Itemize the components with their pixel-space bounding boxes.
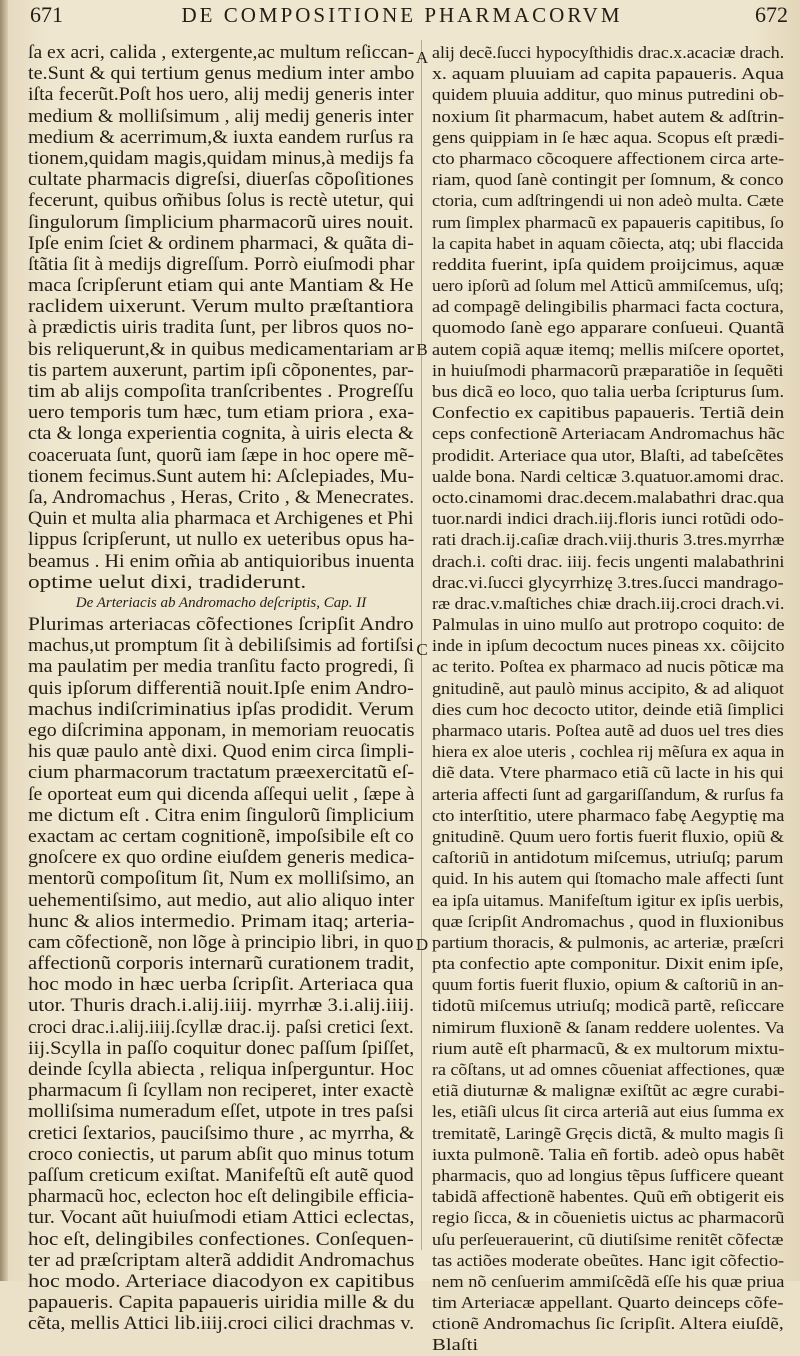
- text-line: maca ſcripſerunt etiam qui ante Mantiam & He: [28, 275, 414, 297]
- text-line: caſtoriũ in antidotum miſcemus, utriuſq; parum: [432, 848, 784, 868]
- margin-letter-c: C: [416, 640, 428, 659]
- text-line: deinde ſcylla abiecta , reliqua inſperguntur. Hoc: [28, 1059, 414, 1080]
- text-line: ac terito. Poſtea ex pharmaco ad nucis põticæ ma: [432, 657, 784, 677]
- text-line: gnoſcere ex quo ordine eiuſdem generis medica-: [28, 847, 415, 869]
- text-line: ſingulorum ſimplicium pharmacorũ uires nouit.: [28, 211, 414, 233]
- text-line: Blaſti: [432, 1335, 479, 1355]
- text-line: cretici ſextarios, pauciſsimo thure , ac myrrha, &: [28, 1122, 415, 1144]
- text-line: rum ſimplex pharmacũ ex papaueris capitibus, ſo: [432, 212, 784, 232]
- text-line: hunc & alios intermedio. Primam itaq; arteria-: [28, 910, 415, 932]
- text-line: les, etiãſi ulcus ſit circa arteriã aut eius ſumma ex: [432, 1102, 785, 1122]
- text-line: ſtãtia ſit à medijs digreſſum. Porrò eiuſmodi phar: [28, 253, 415, 275]
- text-line: beamus . Hi enim om̃ia ab antiquioribus inuenta: [28, 550, 415, 572]
- text-line: la capita habet in aquam cõiecta, atq; ubi flaccida: [432, 233, 784, 253]
- text-line: inde in ipſum decoctum nuces pineas xx. cõijcito: [432, 636, 785, 656]
- text-line: ad compagẽ delingibilis pharmaci facta coctura,: [432, 297, 784, 317]
- text-line: riam, quod ſanè contingit per ſomnum, & conco: [432, 170, 784, 190]
- text-line: exactam ac certam cognitionẽ, impoſsibile eſt co: [28, 825, 414, 847]
- text-line: tur. Vocant aũt huiuſmodi etiam Attici eclectas,: [28, 1207, 415, 1229]
- text-line: à prædictis uiris tradita ſunt, per libros quos no-: [28, 317, 414, 339]
- text-line: nem nõ cenſuerim ammiſcẽdã eſſe his quæ priua: [432, 1271, 785, 1291]
- text-line: autem copiã aquæ itemq; mellis miſcere oportet,: [432, 339, 785, 359]
- text-line: utor. Thuris drach.i.alij.iiij. myrrhæ 3.i.alij.iiij.: [28, 995, 415, 1017]
- text-line: x. aquam pluuiam ad capita papaueris. Aqua: [432, 64, 784, 84]
- right-text-column: [432, 42, 785, 1355]
- text-line: uero ipſorũ ad ſolum mel Atticũ ammiſcemus, uſq;: [432, 276, 784, 296]
- text-line: reddita fuerint, ipſa quidem proijcimus, aquæ: [432, 254, 785, 274]
- text-line: iſta fecerũt.Poſt hos uero, alij medij generis inter: [28, 84, 414, 106]
- text-line: pharmacũ hoc, eclecton hoc eſt delingibile efficia-: [28, 1186, 414, 1208]
- text-line: cam cõfectionẽ, non lõge à principio libri, in quo: [28, 931, 414, 953]
- text-line: cto pharmaco cõcoquere affectionem circa arte-: [432, 148, 785, 168]
- text-line: paſſum creticum exiſtat. Manifeſtũ eſt autẽ quod: [28, 1164, 414, 1186]
- text-line: tim ab alijs compoſita tranſcribentes . Progreſſu: [28, 381, 414, 402]
- text-line: Quin et multa alia pharmaca et Archigenes et Phi: [28, 508, 414, 530]
- text-line: in huiuſmodi pharmacorũ præparatiõe in ſequẽti: [432, 360, 784, 380]
- text-line: lippus ſcripſerunt, ut nullo ex ueteribus opus ha-: [28, 529, 415, 551]
- text-line: noxium ſit pharmacum, habet autem & adſtrin-: [432, 106, 785, 126]
- text-line: ctionẽ Andromachus ſic ſcripſit. Altera eiuſdẽ,: [432, 1314, 784, 1334]
- text-line: hoc modo in hæc uerba ſcripſit. Arteriaca qua: [28, 974, 414, 996]
- text-line: quomodo ſanè ego apparare conſueui. Quantã: [432, 318, 785, 338]
- text-line: iij.Scylla in paſſo coquitur donec paſſum ſpiſſet,: [28, 1037, 415, 1059]
- margin-letter-d: D: [415, 935, 429, 954]
- text-line: tis partem auxerunt, partim ipſi cõponentes, par-: [28, 359, 414, 381]
- chapter-heading: De Arteriacis ab Andromacho deſcriptis, Cap. II: [75, 594, 367, 611]
- text-line: quidem pluuia additur, quo minus putredini ob-: [432, 85, 785, 105]
- page-number-left: 671: [30, 2, 63, 27]
- text-line: mentorũ compoſitum ſit, Num ex molliſsimo, an: [28, 868, 415, 890]
- text-line: quis ipſorum differentiã nouit.Ipſe enim Andro-: [28, 677, 414, 699]
- text-line: pharmaco utaris. Poſtea autẽ ad duos uel tres dies: [432, 721, 784, 740]
- text-line: ræ drac.v.maſtiches chiæ drach.iij.croci drach.vi.: [432, 593, 785, 613]
- text-line: rati drach.ij.caſiæ drach.viij.thuris 3.tres.myrrhæ: [432, 530, 785, 550]
- text-line: ſa ex acri, calida , extergente,ac multum reſiccan-: [28, 42, 415, 63]
- text-line: affectionũ corporis internarũ curationem tradit,: [28, 953, 415, 975]
- margin-letter-b: B: [416, 340, 428, 359]
- text-line: pharmacum ſi ſcyllam non reciperet, inter exactè: [28, 1080, 414, 1102]
- text-line: ego diſcrimina apponam, in memoriam reuocatis: [28, 720, 415, 741]
- text-line: rium autẽ eſt pharmacũ, & ex multorum mixtu-: [432, 1038, 785, 1058]
- text-line: machus indiſcriminatius ipſas prodidit. Verum: [28, 698, 415, 720]
- text-line: quid. In his autem qui ſtomacho male affecti ſunt: [432, 869, 784, 889]
- text-line: gens quippiam in ſe hæc aqua. Scopus eſt prædi-: [432, 127, 785, 147]
- text-line: prodidit. Arteriace qua utor, Blaſti, ad tabeſcẽtes: [432, 445, 784, 465]
- text-line: raclidem uixerunt. Verum multo præſtantiora: [28, 296, 414, 318]
- text-line: arteria affecti ſunt ad gargariſſandum, & rurſus fa: [432, 784, 784, 804]
- text-line: Confectio ex capitibus papaueris. Tertiã dein: [432, 403, 785, 423]
- text-line: croco coniectis, ut parum abſit quo minus totum: [28, 1143, 415, 1165]
- text-line: hoc eſt, delingibiles confectiones. Conſequen-: [28, 1228, 414, 1250]
- text-line: ter ad præſcriptam alterã addidit Andromachus: [28, 1249, 415, 1271]
- text-line: alij decẽ.ſucci hypocyſthidis drac.x.acaciæ drach.: [432, 43, 785, 62]
- text-line: te.Sunt & qui tertium genus medium inter ambo: [28, 63, 415, 85]
- text-line: me dictum eſt . Citra enim ſingulorũ ſimplicium: [28, 804, 415, 826]
- text-line: regio ſicca, & in cõuenietis uictus ac pharmacorũ: [432, 1208, 785, 1228]
- text-line: gnitudinẽ, aut paulò minus accipito, & ad aliquot: [432, 678, 784, 698]
- text-line: tremitatẽ, Laringẽ Gręcis dictã, & multo magis ſi: [432, 1123, 784, 1143]
- text-line: tionem,quidam magis,quidam minus,à medijs fa: [28, 147, 414, 169]
- text-line: cultate pharmacis digreſsi, diuerſas cõpoſitiones: [28, 169, 414, 191]
- text-line: ceps confectionẽ Arteriacam Andromachus hãc: [432, 424, 785, 444]
- text-line: drach.i. coſti drac. iiij. fecis ungenti malabathrini: [432, 551, 785, 571]
- text-line: tim Arteriacæ appellant. Quarto deinceps cõfe-: [432, 1293, 784, 1313]
- text-line: drac.vi.ſucci glycyrrhizę 3.tres.ſucci mandrago-: [432, 572, 784, 592]
- text-line: croci drac.i.alij.iiij.ſcyllæ drac.ij. paſsi cretici ſext.: [28, 1016, 414, 1038]
- text-line: etiã diuturnæ & malignæ exiſtũt ac ægre curabi-: [432, 1081, 785, 1101]
- page-number-right: 672: [755, 2, 788, 27]
- text-line: tabidã affectionẽ habentes. Quũ em̃ obtigerit eis: [432, 1187, 785, 1207]
- text-line: machus,ut promptum ſit à debiliſsimis ad fortiſsi: [28, 635, 414, 657]
- book-spine-shadow: [0, 0, 8, 1281]
- left-text-column: [28, 42, 415, 1335]
- text-line: octo.cinamomi drac.decem.malabathri drac.qua: [432, 487, 785, 507]
- text-line: Ipſe enim ſciet & ordinem pharmaci, & quãta di-: [28, 232, 414, 254]
- text-line: tidotũ miſcemus utriuſq; modicã partẽ, reſiccare: [432, 996, 785, 1016]
- text-line: medium & molliſsimum , alij medij generis inter: [28, 105, 414, 127]
- text-line: cium pharmacorum tractatum præexercitatũ eſ-: [28, 762, 415, 784]
- text-line: dies cum hoc decocto utitor, deinde etiã ſimplici: [432, 699, 785, 719]
- text-line: his quæ paulo antè dixi. Quod enim circa ſimpli-: [28, 741, 414, 763]
- text-line: ea ipſa uitamus. Manifeſtum igitur ex ipſis uerbis,: [432, 890, 784, 910]
- text-line: nimirum fluxionẽ & ſanam reddere uolentes. Va: [432, 1017, 785, 1037]
- text-line: Palmulas in uino mulſo aut protropo coquito: de: [432, 615, 785, 635]
- text-line: cta & longa experientia cognita, à uiris electa &: [28, 423, 414, 445]
- text-line: fecerunt, quibus om̃ibus ſolus is rectè utetur, qui: [28, 190, 415, 212]
- text-line: hoc modo. Arteriace diacodyon ex capitibus: [28, 1270, 415, 1292]
- text-line: quæ ſcripſit Andromachus , quod in fluxionibus: [432, 911, 784, 931]
- text-line: tionem fecimus.Sunt autem hi: Aſclepiades, Mu-: [28, 465, 414, 487]
- text-line: uero temporis tum hæc, tum etiam priora , exa-: [28, 402, 415, 424]
- text-line: ualde bona. Nardi celticæ 3.quatuor.amomi drac.: [432, 466, 785, 486]
- text-line: bis reliquerunt,& in quibus medicamentariam ar: [28, 338, 415, 360]
- text-line: iuxta pulmonẽ. Talia eñ fortib. adeò opus habẽt: [432, 1144, 785, 1164]
- running-header: [22, 2, 788, 28]
- margin-letter-a: A: [415, 48, 429, 67]
- text-line: bus dicã eo loco, quo talia uerba ſcripturus ſum.: [432, 382, 785, 401]
- running-title: DE COMPOSITIONE PHARMACORVM: [181, 3, 623, 27]
- text-line: optime uelut dixi, tradiderunt.: [28, 571, 307, 593]
- text-line: Plurimas arteriacas cõfectiones ſcripſit Andro: [28, 614, 414, 636]
- text-line: cto interſtitio, utere pharmaco fabę Aegyptię ma: [432, 805, 785, 825]
- text-line: gnitudinẽ. Quum uero fortis fuerit fluxio, opiũ &: [432, 826, 784, 846]
- text-line: tas actiões moderate obeũtes. Hanc igit cõfectio-: [432, 1250, 785, 1270]
- text-line: molliſsima numeradum eſſet, utpote in tres paſsi: [28, 1101, 414, 1123]
- text-line: pta confectio apte componitur. Dixit enim ipſe,: [432, 954, 784, 974]
- text-line: quum fortis fuerit fluxio, opium & caſtoriũ in an-: [432, 975, 784, 995]
- text-line: partium thoracis, & pulmonis, ac arteriæ, præſcri: [432, 932, 784, 952]
- text-line: papaueris. Capita papaueris uiridia mille & du: [28, 1292, 415, 1314]
- text-line: coaceruata ſunt, quorũ iam ſæpe in hoc opere mẽ-: [28, 444, 415, 466]
- text-line: diẽ data. Vtere pharmaco etiã cũ lacte in his qui: [432, 763, 784, 783]
- text-line: cẽta, mellis Attici lib.iiij.croci cilici drachmas v.: [28, 1313, 415, 1335]
- text-line: uſu perſeuerauerint, cũ diutiſsime renitẽt cõfectæ: [432, 1229, 784, 1249]
- text-line: ma paulatim per media tranſitu facto progredi, ſi: [28, 656, 415, 678]
- text-line: medium & acerrimum,& iuxta eandem rurſus ra: [28, 126, 414, 148]
- text-line: ctoria, cum adſtringendi ui non adeò multa. Cæte: [432, 191, 784, 211]
- text-line: tuor.nardi indici drach.iij.floris iunci rotũdi odo-: [432, 509, 784, 529]
- text-line: ſe oporteat eum qui dicenda aſſequi uelit , ſæpe à: [28, 783, 415, 805]
- text-line: ra cõſtans, ut ad omnes cõueniat affectiones, quæ: [432, 1060, 785, 1079]
- text-line: hiera ex aloe uteris , cochlea rij mẽſura ex aqua in: [432, 742, 785, 762]
- text-line: pharmacis, quo ad longius tẽpus ſufficere queant: [432, 1165, 784, 1185]
- text-line: uehementiſsimo, aut medio, aut alio aliquo inter: [28, 889, 415, 911]
- text-line: ſa, Andromachus , Heras, Crito , & Menecrates.: [28, 486, 415, 508]
